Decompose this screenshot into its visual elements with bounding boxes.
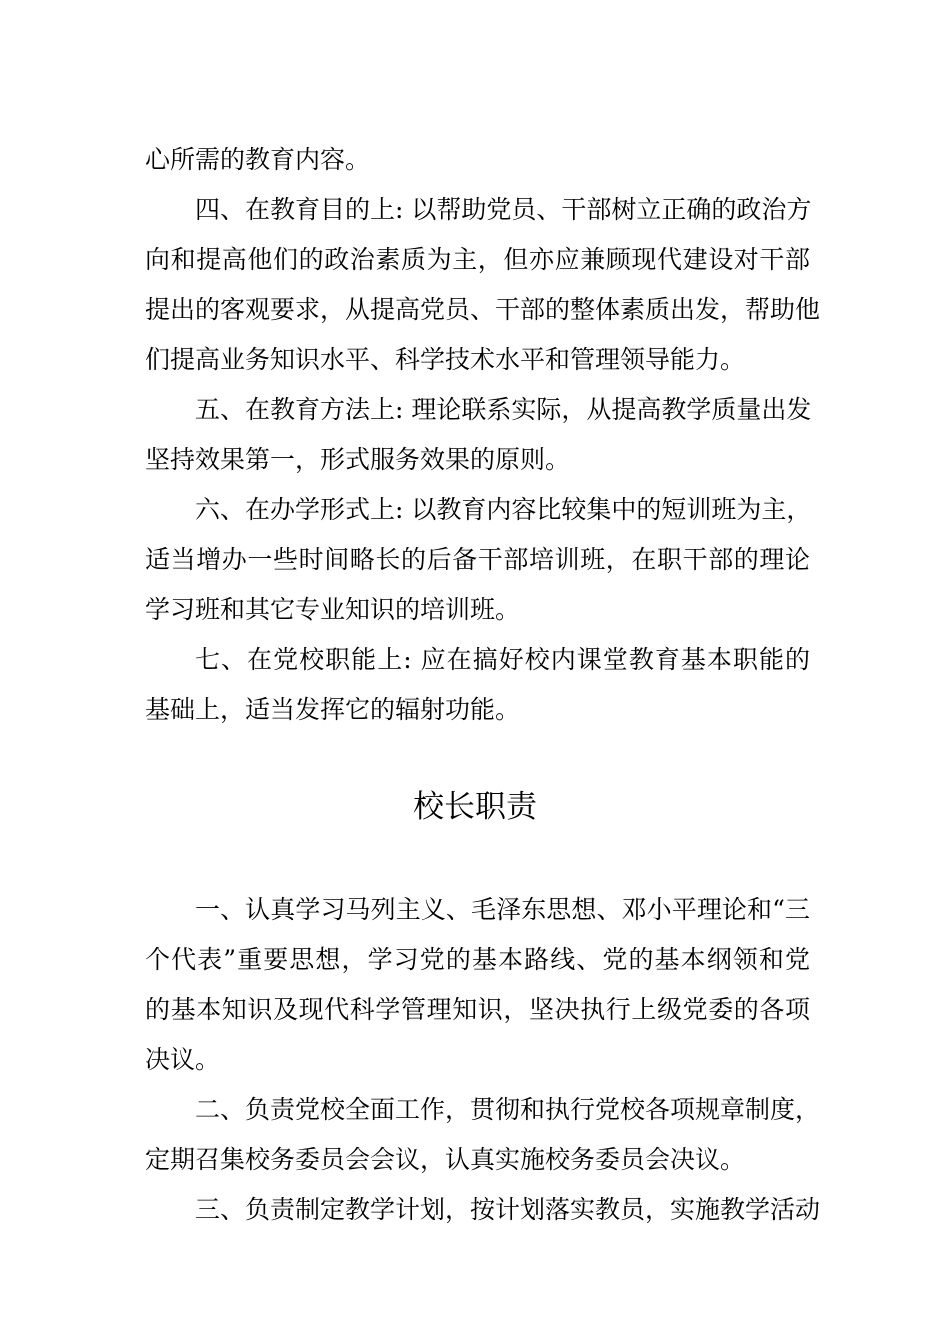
paragraph-line: 五、在教育方法上: 理论联系实际，从提高教学质量出发 bbox=[195, 395, 812, 424]
paragraph-line: 四、在教育目的上: 以帮助党员、干部树立正确的政治方 bbox=[195, 195, 812, 224]
paragraph-line: 定期召集校务委员会会议，认真实施校务委员会决议。 bbox=[145, 1145, 746, 1174]
paragraph-line: 的基本知识及现代科学管理知识，坚决执行上级党委的各项 bbox=[145, 995, 810, 1024]
paragraph-line: 坚持效果第一，形式服务效果的原则。 bbox=[145, 445, 571, 474]
paragraph-line: 二、负责党校全面工作，贯彻和执行党校各项规章制度， bbox=[195, 1095, 821, 1124]
paragraph-line: 个代表”重要思想，学习党的基本路线、党的基本纲领和党 bbox=[145, 945, 810, 974]
paragraph-line: 适当增办一些时间略长的后备干部培训班，在职干部的理论 bbox=[145, 545, 810, 574]
paragraph-line: 六、在办学形式上: 以教育内容比较集中的短训班为主， bbox=[195, 495, 812, 524]
paragraph-line: 一、认真学习马列主义、毛泽东思想、邓小平理论和“三 bbox=[195, 895, 810, 924]
paragraph-line: 决议。 bbox=[145, 1045, 221, 1074]
paragraph-line: 们提高业务知识水平、科学技术水平和管理领导能力。 bbox=[145, 345, 746, 374]
paragraph-line: 基础上，适当发挥它的辐射功能。 bbox=[145, 695, 521, 724]
section-title: 校长职责 bbox=[413, 789, 537, 825]
paragraph-line: 向和提高他们的政治素质为主，但亦应兼顾现代建设对干部 bbox=[145, 245, 810, 274]
paragraph-line: 七、在党校职能上: 应在搞好校内课堂教育基本职能的 bbox=[195, 645, 810, 674]
paragraph-line: 心所需的教育内容。 bbox=[145, 145, 371, 174]
paragraph-line: 三、负责制定教学计划，按计划落实教员，实施教学活动 bbox=[195, 1195, 821, 1224]
paragraph-line: 提出的客观要求，从提高党员、干部的整体素质出发，帮助他 bbox=[145, 295, 821, 324]
paragraph-line: 学习班和其它专业知识的培训班。 bbox=[145, 595, 521, 624]
